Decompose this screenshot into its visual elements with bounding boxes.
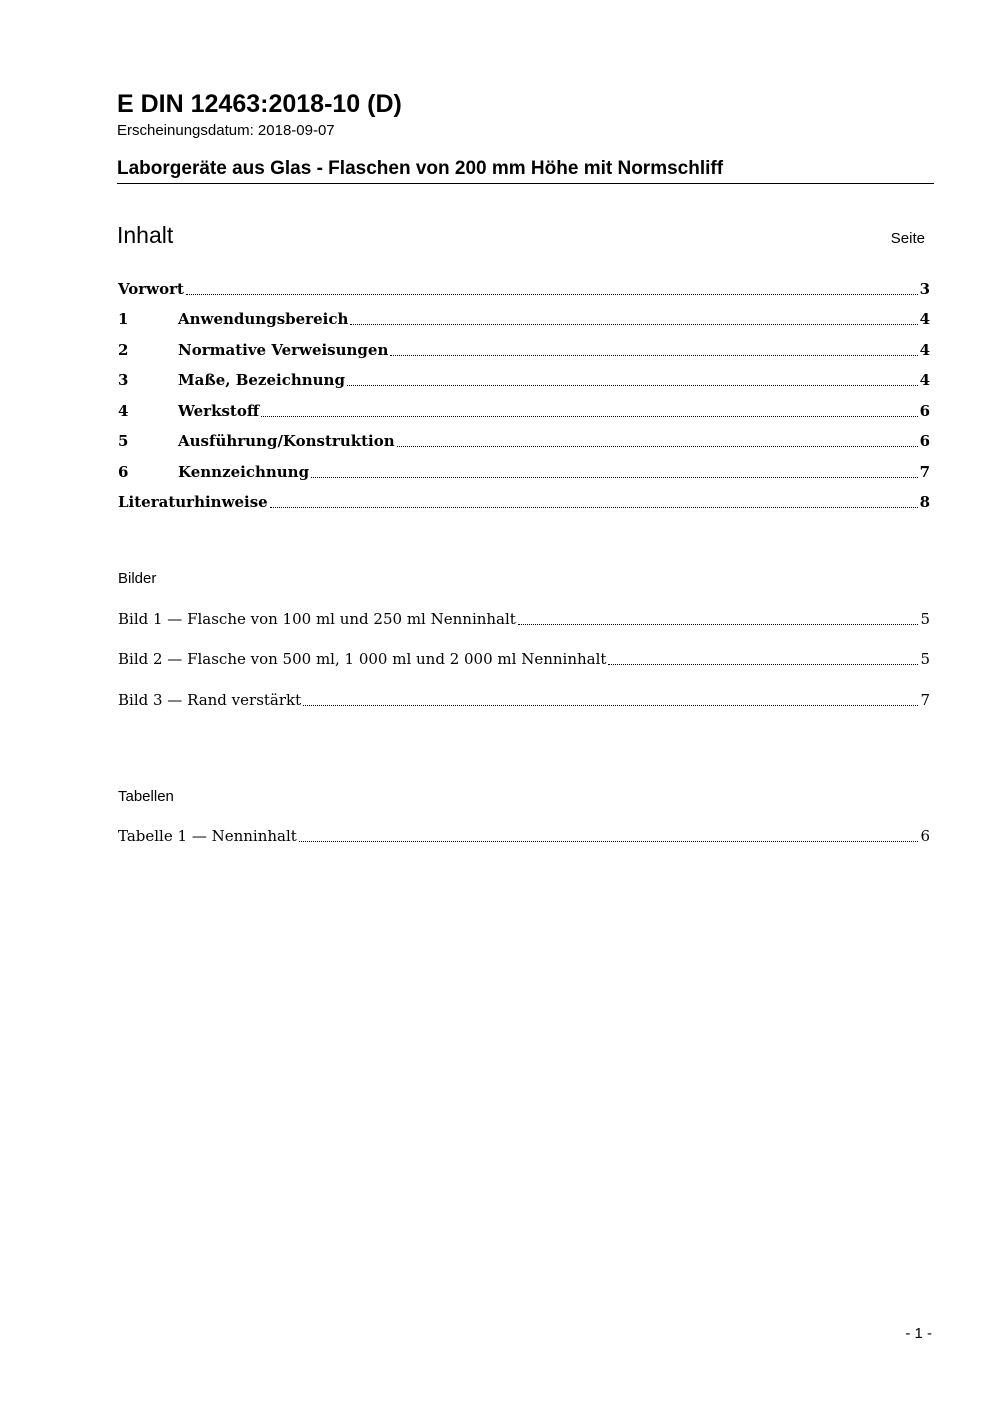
figure-entry-label: Bild 1 — Flasche von 100 ml und 250 ml Nenninhalt bbox=[118, 610, 516, 628]
dot-leader bbox=[186, 294, 918, 295]
toc-entry-2[interactable] bbox=[118, 341, 930, 361]
figure-entry-page: 5 bbox=[920, 610, 930, 628]
dot-leader bbox=[299, 841, 919, 842]
toc-entry-label: Anwendungsbereich bbox=[178, 310, 349, 328]
dot-leader bbox=[303, 705, 918, 706]
toc-entry-page: 6 bbox=[919, 402, 930, 420]
toc-entry-label: Maße, Bezeichnung bbox=[178, 371, 345, 389]
tables-heading: Tabellen bbox=[118, 788, 174, 805]
toc-entry-page: 3 bbox=[919, 280, 930, 298]
document-title: E DIN 12463:2018-10 (D) bbox=[117, 90, 402, 118]
toc-entry-5[interactable] bbox=[118, 432, 930, 452]
table-entry-1[interactable] bbox=[118, 827, 930, 847]
toc-entry-label: Werkstoff bbox=[178, 402, 260, 420]
toc-entry-page: 4 bbox=[919, 341, 930, 359]
toc-entry-label: Literaturhinweise bbox=[118, 493, 268, 511]
toc-entry-page: 4 bbox=[919, 371, 930, 389]
page-number: - 1 - bbox=[905, 1325, 932, 1342]
toc-entry-literaturhinweise[interactable] bbox=[118, 493, 930, 513]
toc-entry-4[interactable] bbox=[118, 402, 930, 422]
table-entry-label: Tabelle 1 — Nenninhalt bbox=[118, 827, 297, 845]
toc-entry-number: 2 bbox=[118, 341, 129, 359]
figure-entry-page: 7 bbox=[920, 691, 930, 709]
figure-entry-2[interactable] bbox=[118, 650, 930, 670]
toc-entry-number: 4 bbox=[118, 402, 129, 420]
page-column-label: Seite bbox=[890, 230, 925, 247]
toc-entry-page: 8 bbox=[919, 493, 930, 511]
toc-entry-number: 5 bbox=[118, 432, 129, 450]
figures-heading: Bilder bbox=[118, 570, 157, 587]
dot-leader bbox=[518, 624, 919, 625]
dot-leader bbox=[608, 664, 918, 665]
toc-entry-number: 1 bbox=[118, 310, 129, 328]
toc-entry-page: 4 bbox=[919, 310, 930, 328]
dot-leader bbox=[311, 477, 917, 478]
document-subject: Laborgeräte aus Glas - Flaschen von 200 mm Höhe mit Normschliff bbox=[117, 158, 724, 179]
figure-entry-page: 5 bbox=[920, 650, 930, 668]
toc-entry-number: 3 bbox=[118, 371, 129, 389]
toc-entry-label: Normative Verweisungen bbox=[178, 341, 389, 359]
toc-entry-label: Ausführung/Konstruktion bbox=[178, 432, 395, 450]
toc-entry-1[interactable] bbox=[118, 310, 930, 330]
toc-entry-label: Vorwort bbox=[118, 280, 184, 298]
table-entry-page: 6 bbox=[920, 827, 930, 845]
title-divider bbox=[117, 183, 934, 184]
dot-leader bbox=[350, 324, 917, 325]
dot-leader bbox=[261, 416, 917, 417]
dot-leader bbox=[270, 507, 918, 508]
toc-entry-number: 6 bbox=[118, 463, 129, 481]
toc-entry-3[interactable] bbox=[118, 371, 930, 391]
toc-entry-page: 6 bbox=[919, 432, 930, 450]
dot-leader bbox=[347, 385, 918, 386]
toc-entry-page: 7 bbox=[919, 463, 930, 481]
figure-entry-3[interactable] bbox=[118, 691, 930, 711]
publication-date: Erscheinungsdatum: 2018-09-07 bbox=[117, 122, 335, 139]
figure-entry-1[interactable] bbox=[118, 610, 930, 630]
toc-entry-vorwort[interactable] bbox=[118, 280, 930, 300]
figure-entry-label: Bild 3 — Rand verstärkt bbox=[118, 691, 302, 709]
toc-entry-6[interactable] bbox=[118, 463, 930, 483]
toc-heading: Inhalt bbox=[117, 222, 174, 248]
figure-entry-label: Bild 2 — Flasche von 500 ml, 1 000 ml und 2 000 ml Nenninhalt bbox=[118, 650, 607, 668]
dot-leader bbox=[397, 446, 918, 447]
toc-entry-label: Kennzeichnung bbox=[178, 463, 310, 481]
dot-leader bbox=[390, 355, 917, 356]
